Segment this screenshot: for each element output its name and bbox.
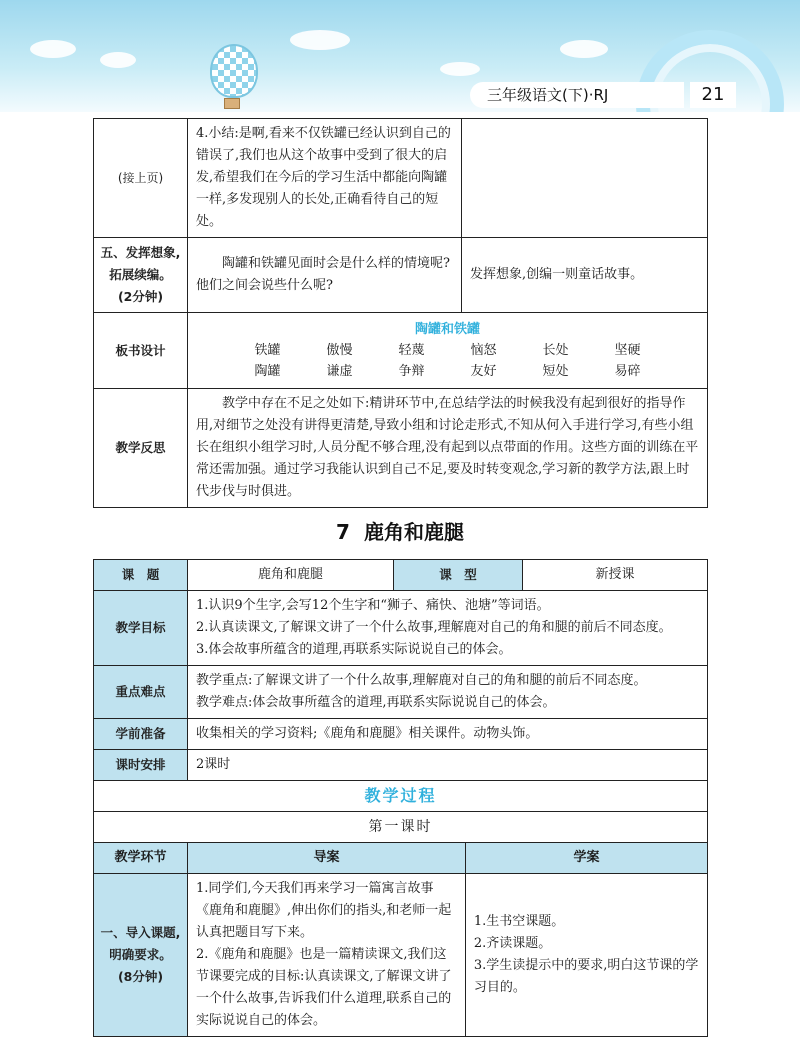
goals-label: 教学目标 [94,591,188,666]
study-cell: 发挥想象,创编一则童话故事。 [462,238,708,313]
board-word: 陶罐 [254,363,281,379]
board-row [196,361,699,382]
column-header-stage: 教学环节 [94,843,188,874]
chapter-heading [0,516,800,545]
goal-item: 3.体会故事所蕴含的道理,再联系实际说说自己的体会。 [196,642,512,657]
cloud-decoration [30,40,76,58]
board-word: 长处 [542,342,569,358]
guide-item: 2.《鹿角和鹿腿》也是一篇精读课文,我们这节课要完成的目标:认真读课文,了解课文讲了一个什么故事,告诉我们什么道理,联系自己的实际说说自己的体会。 [196,947,452,1028]
table-row [94,750,708,781]
process-heading: 教学过程 [94,781,708,812]
study-cell [462,119,708,238]
hours-value: 2课时 [188,750,708,781]
board-word: 短处 [542,363,569,379]
topic-value: 鹿角和鹿腿 [188,560,394,591]
key-item: 教学难点:体会故事所蕴含的道理,再联系实际说说自己的体会。 [196,695,556,710]
lesson-heading: 第一课时 [94,812,708,843]
type-value: 新授课 [523,560,708,591]
board-word: 谦虚 [326,363,353,379]
reflection-text: 教学中存在不足之处如下:精讲环节中,在总结学法的时候我没有起到很好的指导作用,对细节之处没有讲得更清楚,导致小组和讨论走形式,不知从何入手进行学习,有些小组长在组织小组学习时,人员分配不够合理,没有起到以点带面的作用。这些方面的训练在平常还需加强。通过学习我能认识到自己不足,要及时转变观念,学习新的教学方法,跟上时代步伐与时俱进。 [188,389,708,508]
goals-cell [188,591,708,666]
prep-value: 收集相关的学习资料;《鹿角和鹿腿》相关课件。动物头饰。 [188,719,708,750]
chapter-number: 7 [336,520,350,544]
board-word: 铁罐 [254,342,281,358]
table-row [94,238,708,313]
goal-item: 1.认识9个生字,会写12个生字和“狮子、痛快、池塘”等词语。 [196,598,550,613]
page-header [0,0,800,112]
board-word: 争辩 [398,363,425,379]
stage-label-line: 明确要求。 [109,947,172,962]
page-number: 21 [690,82,736,108]
row-label-line: (2分钟) [117,289,164,304]
study-cell [465,874,707,1037]
board-word: 友好 [470,363,497,379]
topic-label: 课 题 [94,560,188,591]
board-word: 傲慢 [326,342,353,358]
stage-label-line: (8分钟) [117,969,164,984]
table-row [94,119,708,238]
table-row [94,666,708,719]
key-item: 教学重点:了解课文讲了一个什么故事,理解鹿对自己的角和腿的前后不同态度。 [196,673,647,688]
row-label: (接上页) [94,119,188,238]
cloud-decoration [440,62,480,76]
hours-label: 课时安排 [94,750,188,781]
header-title: 三年级语文(下)·RJ [487,86,609,104]
hot-air-balloon-illustration [210,44,258,98]
goal-item: 2.认真读课文,了解课文讲了一个什么故事,理解鹿对自己的角和腿的前后不同态度。 [196,620,672,635]
key-label: 重点难点 [94,666,188,719]
table-row [94,560,708,591]
row-label-line: 五、发挥想象, [100,245,181,260]
board-word: 轻蔑 [398,342,425,358]
cloud-decoration [100,52,136,68]
study-item: 1.生书空课题。 [473,914,565,929]
stage-label [94,874,188,1037]
board-title: 陶罐和铁罐 [414,321,480,337]
table-row [94,313,708,389]
row-label: 教学反思 [94,389,188,508]
table-row [94,719,708,750]
row-label [94,238,188,313]
guide-cell [188,874,466,1037]
prep-label: 学前准备 [94,719,188,750]
board-word: 恼怒 [470,342,497,358]
guide-cell: 陶罐和铁罐见面时会是什么样的情境呢?他们之间会说些什么呢? [188,238,462,313]
column-header-guide: 导案 [188,843,466,874]
lesson-table-continued [93,118,708,508]
type-label: 课 型 [394,560,523,591]
key-cell [188,666,708,719]
board-word: 易碎 [614,363,641,379]
cloud-decoration [290,30,350,50]
row-label-line: 拓展续编。 [109,267,172,282]
study-item: 2.齐读课题。 [473,936,552,951]
table-row [94,812,708,843]
table-row [94,781,708,812]
column-header-study: 学案 [465,843,707,874]
study-item: 3.学生读提示中的要求,明白这节课的学习目的。 [473,958,699,995]
row-label: 板书设计 [94,313,188,389]
lesson-plan-table [93,559,708,1037]
guide-item: 1.同学们,今天我们再来学习一篇寓言故事《鹿角和鹿腿》,伸出你们的指头,和老师一起认真把题目写下来。 [196,881,452,940]
board-word: 坚硬 [614,342,641,358]
table-row [94,591,708,666]
balloon-basket-illustration [224,98,240,109]
table-row [94,874,708,1037]
board-row [196,340,699,361]
board-design [188,313,708,389]
table-row [94,389,708,508]
chapter-title: 鹿角和鹿腿 [363,520,464,544]
guide-cell: 4.小结:是啊,看来不仅铁罐已经认识到自己的错误了,我们也从这个故事中受到了很大的启发,希望我们在今后的学习生活中都能向陶罐一样,多发现别人的长处,正确看待自己的短处。 [188,119,462,238]
table-row [94,843,708,874]
cloud-decoration [560,40,608,58]
stage-label-line: 一、导入课题, [100,925,181,940]
